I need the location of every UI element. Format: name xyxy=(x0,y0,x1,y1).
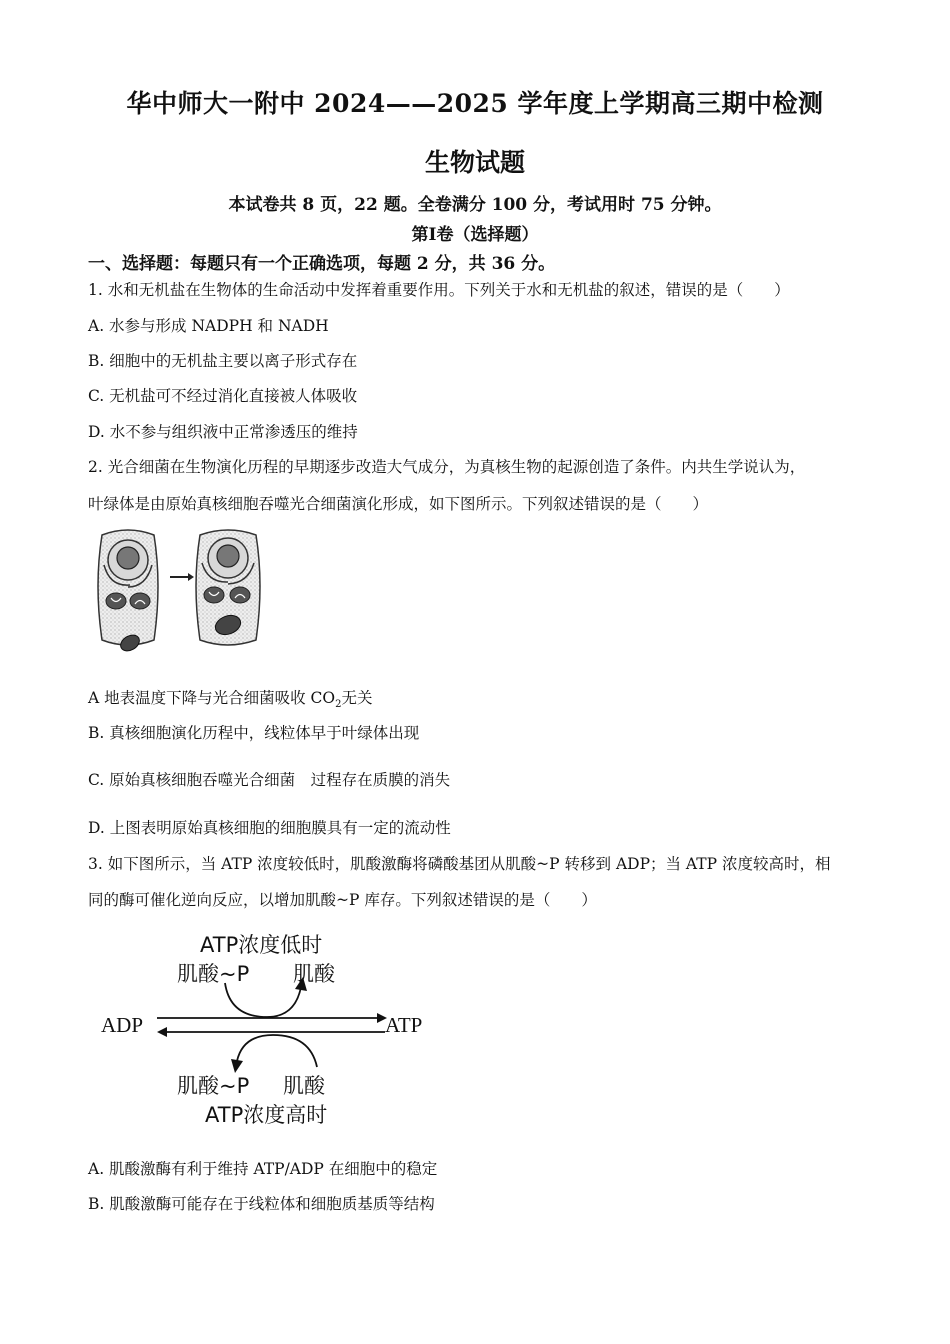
q2-option-b: B. 真核细胞演化历程中，线粒体早于叶绿体出现 xyxy=(88,724,420,742)
q3-option-a: A. 肌酸激酶有利于维持 ATP/ADP 在细胞中的稳定 xyxy=(88,1160,438,1178)
q2-option-d: D. 上图表明原始真核细胞的细胞膜具有一定的流动性 xyxy=(88,819,451,837)
exam-subtitle: 生物试题 xyxy=(424,148,525,177)
adp-label: ADP xyxy=(101,1013,144,1037)
q2-option-a-subscript: 2 xyxy=(335,699,342,711)
creatine-p-bottom-label: 肌酸~P xyxy=(177,1074,250,1098)
q3-stem-line2: 同的酶可催化逆向反应，以增加肌酸~P 库存。下列叙述错误的是（ ） xyxy=(88,891,597,909)
exam-info: 本试卷共 8 页，22 题。全卷满分 100 分，考试用时 75 分钟。 xyxy=(228,195,722,215)
q1-option-b: B. 细胞中的无机盐主要以离子形式存在 xyxy=(88,352,358,370)
section-heading: 一、选择题：每题只有一个正确选项，每题 2 分，共 36 分。 xyxy=(88,254,556,274)
creatine-kinase-diagram xyxy=(95,925,435,1125)
q2-option-a-tail: 无关 xyxy=(341,689,373,707)
creatine-top-label: 肌酸 xyxy=(293,962,335,986)
creatine-p-top-label: 肌酸~P xyxy=(177,962,250,986)
creatine-bottom-label: 肌酸 xyxy=(283,1074,325,1098)
q1-option-d: D. 水不参与组织液中正常渗透压的维持 xyxy=(88,423,358,441)
q1-stem: 1. 水和无机盐在生物体的生命活动中发挥着重要作用。下列关于水和无机盐的叙述，错误的是（ ） xyxy=(88,281,790,299)
q1-option-c: C. 无机盐可不经过消化直接被人体吸收 xyxy=(88,387,358,405)
q3-option-b: B. 肌酸激酶可能存在于线粒体和细胞质基质等结构 xyxy=(88,1195,435,1213)
endosymbiosis-figure xyxy=(90,525,270,660)
arrow-icon xyxy=(170,573,194,581)
q2-option-c: C. 原始真核细胞吞噬光合细菌 过程存在质膜的消失 xyxy=(88,771,451,789)
q2-option-a-text: A 地表温度下降与光合细菌吸收 CO xyxy=(88,689,336,707)
primitive-eukaryote-cell xyxy=(98,530,158,645)
exam-title: 华中师大一附中 2024——2025 学年度上学期高三期中检测 xyxy=(126,89,824,118)
q2-stem-line1: 2. 光合细菌在生物演化历程的早期逐步改造大气成分，为真核生物的起源创造了条件。内共生学说认为， xyxy=(88,458,806,476)
atp-low-label: ATP浓度低时 xyxy=(200,933,323,957)
q3-stem-line1: 3. 如下图所示，当 ATP 浓度较低时，肌酸激酶将磷酸基团从肌酸~P 转移到 ADP；当 ATP 浓度较高时，相 xyxy=(88,855,831,873)
q2-stem-line2: 叶绿体是由原始真核细胞吞噬光合细菌演化形成，如下图所示。下列叙述错误的是（ ） xyxy=(88,495,709,513)
q2-option-a xyxy=(88,686,373,710)
q1-option-a: A. 水参与形成 NADPH 和 NADH xyxy=(88,317,329,335)
atp-label: ATP xyxy=(385,1013,423,1037)
evolved-eukaryote-cell xyxy=(196,530,260,645)
atp-high-label: ATP浓度高时 xyxy=(205,1103,328,1127)
volume-heading: 第Ⅰ卷（选择题） xyxy=(411,225,539,245)
